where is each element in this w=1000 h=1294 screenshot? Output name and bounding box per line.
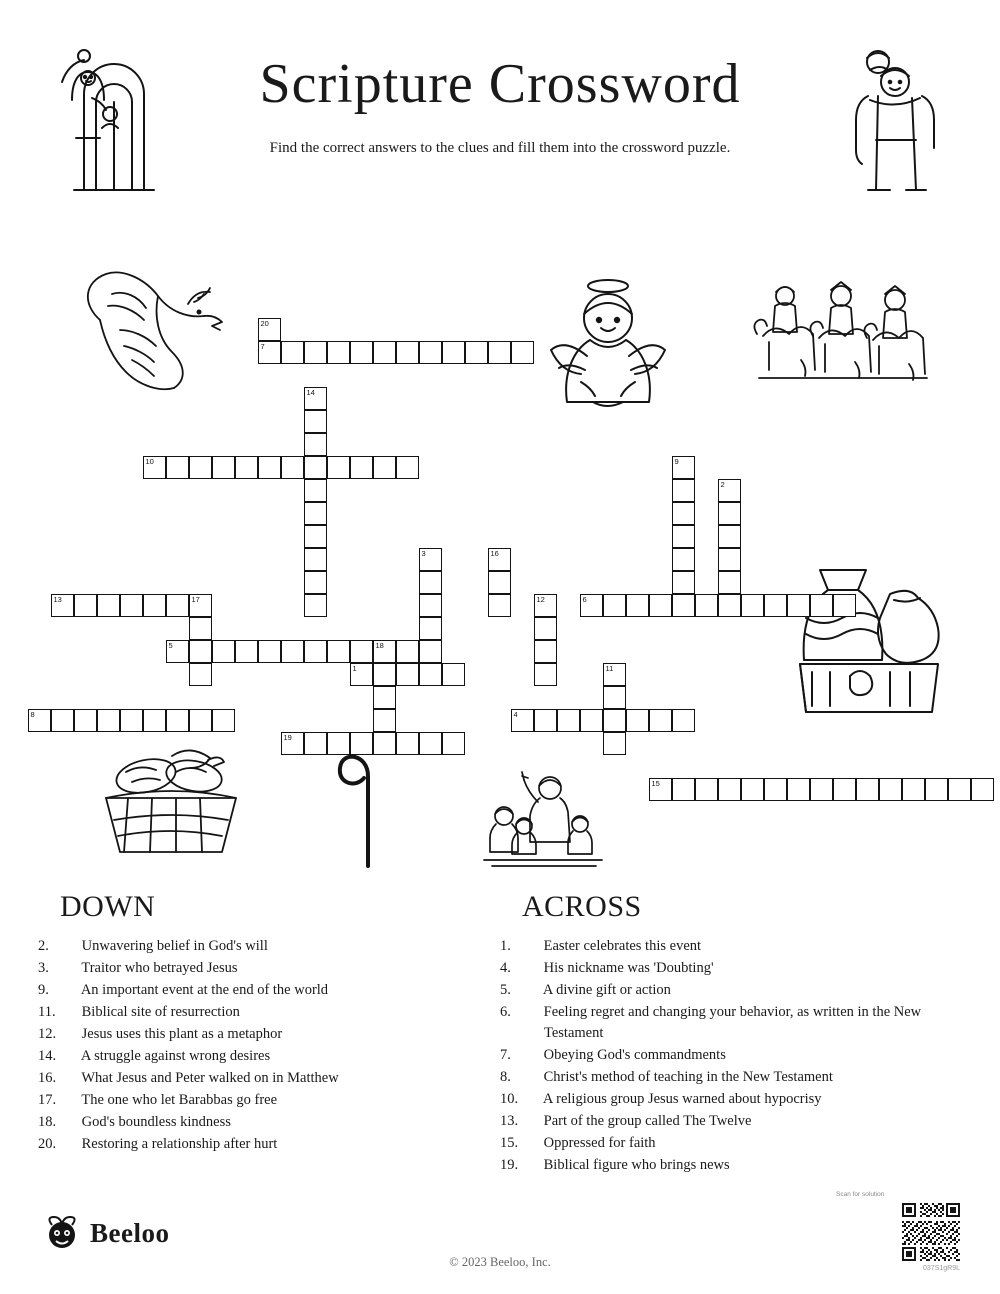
- crossword-cell[interactable]: [787, 778, 810, 801]
- cell-number: 2: [720, 480, 725, 489]
- clue-item: [500, 1111, 962, 1132]
- clue-number: 10.: [500, 1091, 519, 1107]
- cell-number: 20: [260, 319, 269, 328]
- cell-number: 19: [283, 733, 292, 742]
- crossword-cell[interactable]: [833, 778, 856, 801]
- crossword-cell[interactable]: [718, 594, 741, 617]
- crossword-cell[interactable]: [51, 594, 74, 617]
- crossword-cell[interactable]: [741, 778, 764, 801]
- crossword-cell[interactable]: [258, 341, 281, 364]
- clue-item: [38, 1024, 490, 1045]
- crossword-cell[interactable]: [189, 663, 212, 686]
- clue-text: God's boundless kindness: [78, 1114, 231, 1130]
- crossword-cell[interactable]: [97, 594, 120, 617]
- clue-item: [38, 1112, 490, 1133]
- crossword-cell[interactable]: [373, 640, 396, 663]
- crossword-cell[interactable]: [810, 778, 833, 801]
- cell-number: 12: [536, 595, 545, 604]
- crossword-cell[interactable]: [189, 709, 212, 732]
- clue-number: 19.: [500, 1157, 519, 1173]
- clue-number: 18.: [38, 1114, 57, 1130]
- crossword-cell[interactable]: [350, 732, 373, 755]
- qr-code[interactable]: [902, 1203, 960, 1261]
- crossword-cell[interactable]: [396, 640, 419, 663]
- crossword-cell[interactable]: [166, 709, 189, 732]
- across-clues-column: [500, 890, 962, 1177]
- page-title: Scripture Crossword: [259, 53, 741, 115]
- crossword-cell[interactable]: [419, 617, 442, 640]
- crossword-cell[interactable]: [396, 663, 419, 686]
- clue-text: A struggle against wrong desires: [78, 1048, 271, 1064]
- crossword-cell[interactable]: [304, 433, 327, 456]
- crossword-cell[interactable]: [534, 617, 557, 640]
- shepherds-staff-icon: [330, 740, 390, 870]
- crossword-cell[interactable]: [626, 594, 649, 617]
- cell-number: 5: [168, 641, 173, 650]
- crossword-cell[interactable]: [350, 640, 373, 663]
- crossword-cell[interactable]: [281, 732, 304, 755]
- crossword-cell[interactable]: [603, 663, 626, 686]
- solution-code: 037S1gR9L: [923, 1265, 960, 1272]
- crossword-cell[interactable]: [580, 709, 603, 732]
- clue-number: 7.: [500, 1047, 511, 1063]
- clue-text: Traitor who betrayed Jesus: [78, 960, 238, 976]
- crossword-cell[interactable]: [304, 571, 327, 594]
- crossword-cell[interactable]: [166, 640, 189, 663]
- clue-number: 6.: [500, 1004, 511, 1020]
- crossword-cell[interactable]: [327, 341, 350, 364]
- crossword-cell[interactable]: [764, 778, 787, 801]
- crossword-cell[interactable]: [488, 571, 511, 594]
- crossword-cell[interactable]: [327, 456, 350, 479]
- crossword-cell[interactable]: [304, 341, 327, 364]
- crossword-cell[interactable]: [373, 341, 396, 364]
- clue-number: 13.: [500, 1113, 519, 1129]
- crossword-cell[interactable]: [672, 709, 695, 732]
- crossword-cell[interactable]: [672, 525, 695, 548]
- crossword-cell[interactable]: [419, 341, 442, 364]
- crossword-cell[interactable]: [258, 640, 281, 663]
- crossword-cell[interactable]: [304, 732, 327, 755]
- clue-text: Biblical figure who brings news: [540, 1157, 730, 1173]
- crossword-cell[interactable]: [189, 594, 212, 617]
- crossword-cell[interactable]: [304, 387, 327, 410]
- cell-number: 14: [306, 388, 315, 397]
- cell-number: 10: [145, 457, 154, 466]
- crossword-cell[interactable]: [649, 709, 672, 732]
- crossword-cell[interactable]: [212, 640, 235, 663]
- jar-and-money-bag-icon: [790, 560, 950, 720]
- crossword-cell[interactable]: [304, 479, 327, 502]
- clue-item: [38, 1002, 490, 1023]
- clue-item: [500, 936, 962, 957]
- crossword-cell[interactable]: [442, 732, 465, 755]
- page-footer: [0, 1191, 1000, 1294]
- clue-number: 17.: [38, 1092, 57, 1108]
- crossword-area: [0, 240, 1000, 880]
- cell-number: 1: [352, 664, 357, 673]
- clue-item: [38, 1090, 490, 1111]
- crossword-cell[interactable]: [419, 594, 442, 617]
- clue-text: A religious group Jesus warned about hypocrisy: [540, 1091, 822, 1107]
- page-header: [0, 0, 1000, 200]
- clue-text: Restoring a relationship after hurt: [78, 1136, 278, 1152]
- clue-number: 5.: [500, 982, 511, 998]
- cell-number: 4: [513, 710, 518, 719]
- clue-text: Feeling regret and changing your behavior, as written in the New Testament: [540, 1004, 922, 1041]
- crossword-cell[interactable]: [672, 548, 695, 571]
- crossword-cell[interactable]: [442, 341, 465, 364]
- clue-number: 11.: [38, 1004, 56, 1020]
- clue-number: 9.: [38, 982, 49, 998]
- clue-number: 8.: [500, 1069, 511, 1085]
- crossword-cell[interactable]: [925, 778, 948, 801]
- across-heading: ACROSS: [522, 890, 642, 923]
- clue-text: Christ's method of teaching in the New Testament: [540, 1069, 833, 1085]
- crossword-cell[interactable]: [603, 732, 626, 755]
- crossword-cell[interactable]: [833, 594, 856, 617]
- clue-text: His nickname was 'Doubting': [540, 960, 714, 976]
- crossword-cell[interactable]: [856, 778, 879, 801]
- copyright-text: © 2023 Beeloo, Inc.: [449, 1255, 551, 1269]
- crossword-cell[interactable]: [603, 686, 626, 709]
- crossword-cell[interactable]: [281, 341, 304, 364]
- crossword-cell[interactable]: [419, 640, 442, 663]
- crossword-cell[interactable]: [626, 709, 649, 732]
- crossword-cell[interactable]: [143, 594, 166, 617]
- crossword-cell[interactable]: [235, 456, 258, 479]
- crossword-cell[interactable]: [511, 341, 534, 364]
- clue-number: 14.: [38, 1048, 57, 1064]
- three-wise-men-on-camels-icon: [745, 270, 935, 410]
- cell-number: 6: [582, 595, 587, 604]
- crossword-cell[interactable]: [971, 778, 994, 801]
- crossword-cell[interactable]: [695, 594, 718, 617]
- crossword-cell[interactable]: [327, 732, 350, 755]
- crossword-cell[interactable]: [419, 571, 442, 594]
- clue-item: [500, 1045, 962, 1066]
- crossword-cell[interactable]: [419, 548, 442, 571]
- clue-number: 4.: [500, 960, 511, 976]
- clue-number: 15.: [500, 1135, 519, 1151]
- clue-item: [500, 958, 962, 979]
- cell-number: 13: [53, 595, 62, 604]
- down-clues-column: [38, 890, 490, 1156]
- crossword-cell[interactable]: [672, 594, 695, 617]
- crossword-cell[interactable]: [281, 640, 304, 663]
- clue-text: Obeying God's commandments: [540, 1047, 726, 1063]
- crossword-cell[interactable]: [350, 663, 373, 686]
- crossword-cell[interactable]: [373, 732, 396, 755]
- beeloo-logo[interactable]: [44, 1215, 169, 1251]
- crossword-cell[interactable]: [718, 502, 741, 525]
- cell-number: 17: [191, 595, 200, 604]
- clue-text: Oppressed for faith: [540, 1135, 656, 1151]
- clue-number: 16.: [38, 1070, 57, 1086]
- crossword-cell[interactable]: [304, 640, 327, 663]
- crossword-cell[interactable]: [764, 594, 787, 617]
- crossword-cell[interactable]: [902, 778, 925, 801]
- crossword-cell[interactable]: [304, 594, 327, 617]
- crossword-cell[interactable]: [396, 732, 419, 755]
- crossword-cell[interactable]: [304, 456, 327, 479]
- angel-icon: [545, 270, 675, 420]
- crossword-cell[interactable]: [373, 456, 396, 479]
- crossword-cell[interactable]: [304, 525, 327, 548]
- crossword-cell[interactable]: [143, 456, 166, 479]
- crossword-cell[interactable]: [672, 479, 695, 502]
- clue-item: [38, 1068, 490, 1089]
- crossword-cell[interactable]: [534, 709, 557, 732]
- crossword-cell[interactable]: [718, 548, 741, 571]
- clue-item: [38, 958, 490, 979]
- crossword-cell[interactable]: [649, 594, 672, 617]
- crossword-cell[interactable]: [97, 709, 120, 732]
- crossword-cell[interactable]: [235, 640, 258, 663]
- clue-text: Jesus uses this plant as a metaphor: [78, 1026, 283, 1042]
- crossword-cell[interactable]: [258, 318, 281, 341]
- crossword-cell[interactable]: [304, 410, 327, 433]
- logo-text: Beeloo: [90, 1217, 170, 1248]
- crossword-cell[interactable]: [350, 341, 373, 364]
- clue-text: Biblical site of resurrection: [78, 1004, 240, 1020]
- clue-item: [500, 1067, 962, 1088]
- page-subtitle: Find the correct answers to the clues and fill them into the crossword puzzle.: [269, 140, 731, 156]
- crossword-cell[interactable]: [488, 548, 511, 571]
- clue-text: A divine gift or action: [540, 982, 671, 998]
- clue-text: Part of the group called The Twelve: [540, 1113, 752, 1129]
- crossword-cell[interactable]: [327, 640, 350, 663]
- crossword-cell[interactable]: [672, 571, 695, 594]
- clue-item: [38, 936, 490, 957]
- clue-item: [38, 1046, 490, 1067]
- crossword-cell[interactable]: [143, 709, 166, 732]
- crossword-cell[interactable]: [212, 709, 235, 732]
- crossword-cell[interactable]: [419, 663, 442, 686]
- crossword-cell[interactable]: [281, 456, 304, 479]
- crossword-cell[interactable]: [373, 663, 396, 686]
- crossword-cell[interactable]: [672, 456, 695, 479]
- crossword-cell[interactable]: [166, 456, 189, 479]
- clue-text: Unwavering belief in God's will: [78, 938, 268, 954]
- crossword-cell[interactable]: [718, 571, 741, 594]
- scan-label: Scan for solution: [836, 1191, 885, 1198]
- crossword-cell[interactable]: [534, 640, 557, 663]
- crossword-cell[interactable]: [373, 686, 396, 709]
- clue-item: [500, 1133, 962, 1154]
- crossword-cell[interactable]: [166, 594, 189, 617]
- clue-number: 2.: [38, 938, 49, 954]
- basket-of-bread-and-fish-icon: [88, 740, 253, 865]
- crossword-cell[interactable]: [557, 709, 580, 732]
- clue-item: [38, 1134, 490, 1155]
- crossword-cell[interactable]: [350, 456, 373, 479]
- crossword-cell[interactable]: [534, 663, 557, 686]
- crossword-cell[interactable]: [672, 502, 695, 525]
- crossword-cell[interactable]: [695, 778, 718, 801]
- bee-logo-icon: [44, 1215, 80, 1251]
- crossword-cell[interactable]: [189, 640, 212, 663]
- crossword-cell[interactable]: [51, 709, 74, 732]
- crossword-cell[interactable]: [465, 341, 488, 364]
- clue-item: [500, 1089, 962, 1110]
- crossword-cell[interactable]: [396, 341, 419, 364]
- across-clue-list: [500, 936, 962, 1176]
- crossword-cell[interactable]: [120, 709, 143, 732]
- clue-item: [500, 1002, 962, 1044]
- crossword-cell[interactable]: [304, 548, 327, 571]
- clue-number: 12.: [38, 1026, 57, 1042]
- crossword-cell[interactable]: [603, 594, 626, 617]
- crossword-cell[interactable]: [442, 663, 465, 686]
- clue-text: The one who let Barabbas go free: [78, 1092, 278, 1108]
- crossword-cell[interactable]: [189, 456, 212, 479]
- crossword-cell[interactable]: [419, 732, 442, 755]
- crossword-cell[interactable]: [120, 594, 143, 617]
- crossword-cell[interactable]: [718, 525, 741, 548]
- crossword-cell[interactable]: [879, 778, 902, 801]
- cell-number: 11: [605, 664, 614, 673]
- crossword-cell[interactable]: [948, 778, 971, 801]
- down-heading: DOWN: [60, 890, 156, 923]
- crossword-cell[interactable]: [718, 479, 741, 502]
- crossword-cell[interactable]: [304, 502, 327, 525]
- cell-number: 7: [260, 342, 265, 351]
- crossword-cell[interactable]: [672, 778, 695, 801]
- crossword-cell[interactable]: [649, 778, 672, 801]
- clue-item: [500, 980, 962, 1001]
- crossword-cell[interactable]: [396, 456, 419, 479]
- crossword-cell[interactable]: [189, 617, 212, 640]
- crossword-cell[interactable]: [74, 709, 97, 732]
- crossword-cell[interactable]: [488, 594, 511, 617]
- crossword-cell[interactable]: [74, 594, 97, 617]
- crossword-cell[interactable]: [603, 709, 626, 732]
- clue-text: Easter celebrates this event: [540, 938, 702, 954]
- clue-number: 20.: [38, 1136, 57, 1152]
- cell-number: 16: [490, 549, 499, 558]
- crossword-cell[interactable]: [28, 709, 51, 732]
- clue-item: [38, 980, 490, 1001]
- crossword-cell[interactable]: [580, 594, 603, 617]
- clues-section: [0, 890, 1000, 1180]
- cell-number: 8: [30, 710, 35, 719]
- cell-number: 15: [651, 779, 660, 788]
- crossword-cell[interactable]: [258, 456, 281, 479]
- cell-number: 18: [375, 641, 384, 650]
- crossword-cell[interactable]: [373, 709, 396, 732]
- crossword-cell[interactable]: [787, 594, 810, 617]
- dove-with-olive-branch-icon: [62, 260, 232, 400]
- clue-text: What Jesus and Peter walked on in Matthew: [78, 1070, 339, 1086]
- clue-number: 3.: [38, 960, 49, 976]
- crossword-cell[interactable]: [212, 456, 235, 479]
- crossword-cell[interactable]: [511, 709, 534, 732]
- clue-item: [500, 1155, 962, 1176]
- cell-number: 9: [674, 457, 679, 466]
- clue-number: 1.: [500, 938, 511, 954]
- crossword-cell[interactable]: [741, 594, 764, 617]
- down-clue-list: [38, 936, 490, 1155]
- clue-text: An important event at the end of the world: [78, 982, 329, 998]
- jesus-teaching-crowd-icon: [478, 768, 608, 873]
- crossword-cell[interactable]: [810, 594, 833, 617]
- crossword-cell[interactable]: [534, 594, 557, 617]
- crossword-cell[interactable]: [488, 341, 511, 364]
- crossword-cell[interactable]: [718, 778, 741, 801]
- cell-number: 3: [421, 549, 426, 558]
